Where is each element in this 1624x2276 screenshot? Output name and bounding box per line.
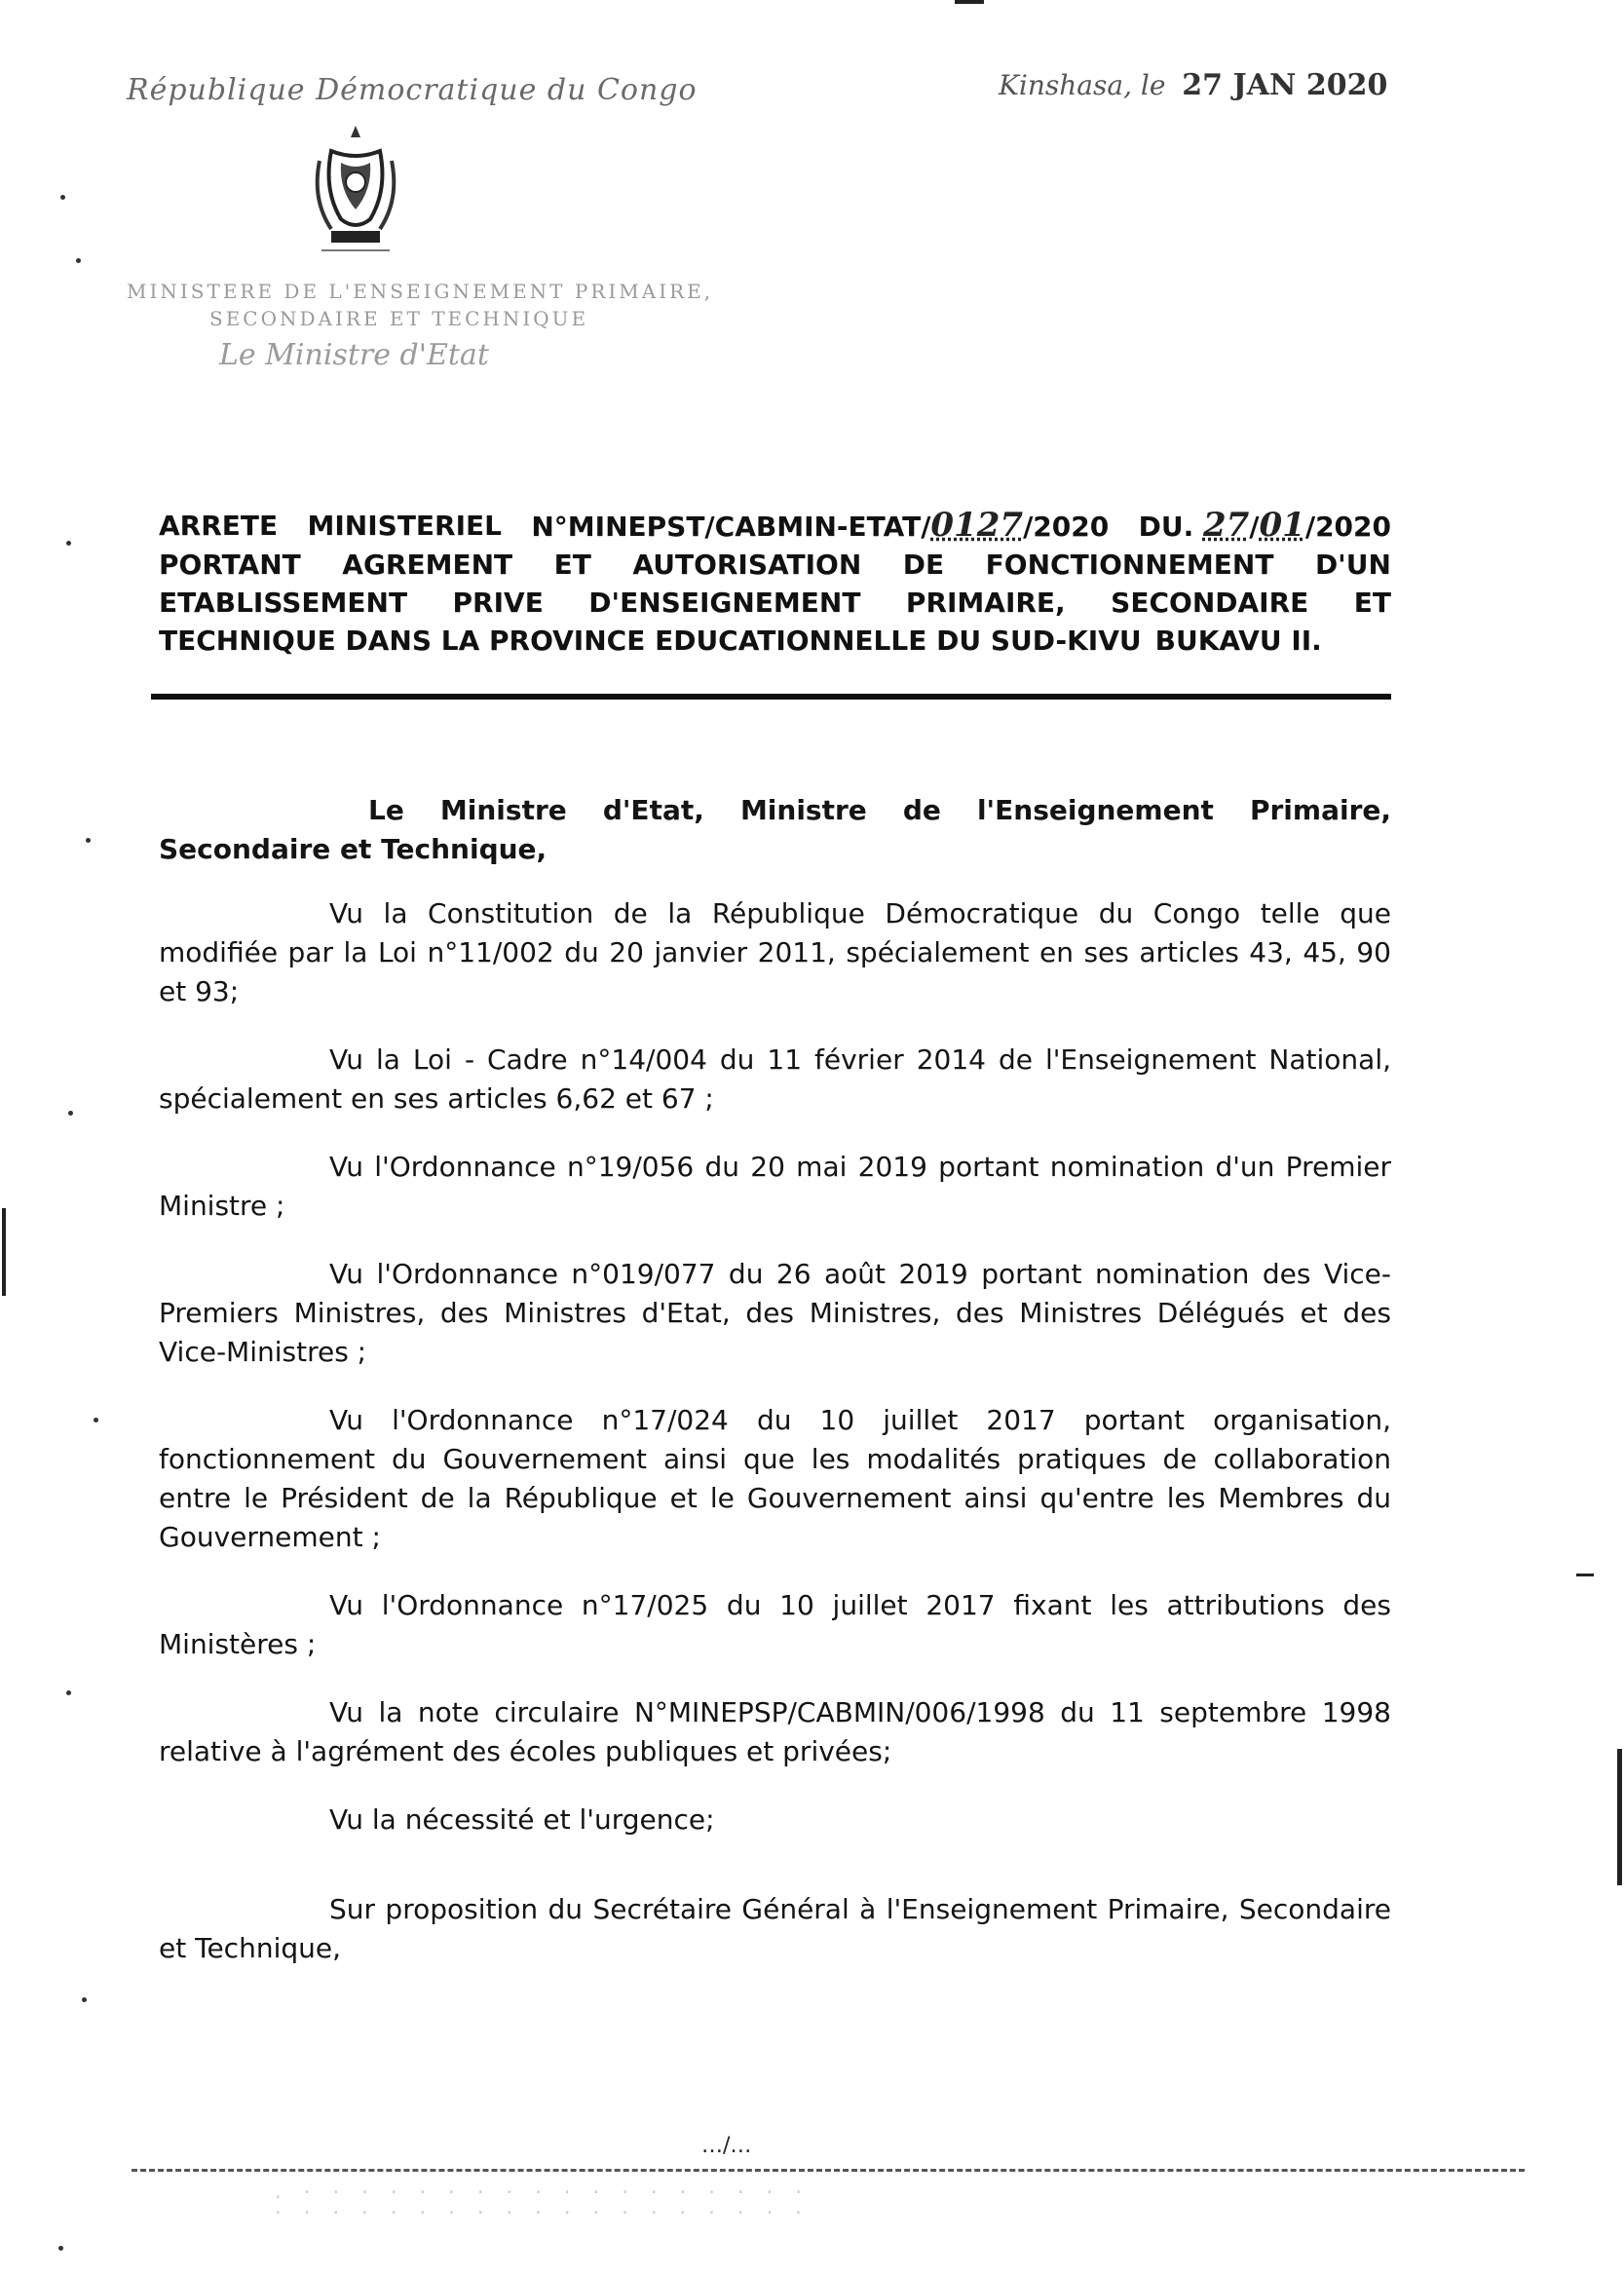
title-word: D'UN bbox=[1314, 549, 1391, 581]
title-word: AGREMENT bbox=[342, 549, 513, 581]
decree-reference: N°MINEPST/CABMIN-ETAT/0127/2020 bbox=[531, 506, 1110, 545]
faded-footer-text: . · · · · · · · · · · · · · · · · · · · · · · · · · · · · · · · · · · · · · bbox=[273, 2182, 808, 2223]
place-date-prefix: Kinshasa, le bbox=[999, 69, 1166, 101]
ministry-name-line-2: SECONDAIRE ET TECHNIQUE bbox=[209, 307, 589, 330]
scan-artifact bbox=[66, 1690, 71, 1695]
decree-date: DU. 27/01/2020 bbox=[1138, 506, 1391, 545]
footer-divider bbox=[132, 2169, 1525, 2172]
date-stamp: 27 JAN 2020 bbox=[1182, 68, 1388, 102]
scan-artifact bbox=[955, 0, 984, 4]
title-word: ET bbox=[553, 549, 591, 581]
title-word: FONCTIONNEMENT bbox=[985, 549, 1274, 581]
considerant-paragraph: Vu l'Ordonnance n°19/056 du 20 mai 2019 portant nomination d'un Premier Ministre ; bbox=[159, 1151, 1391, 1222]
title-divider bbox=[151, 694, 1391, 700]
considerant-paragraph: Vu la Loi - Cadre n°14/004 du 11 février 2014 de l'Enseignement National, spécialement en ses articles 6,62 et 67 ; bbox=[159, 1043, 1391, 1115]
title-text: TECHNIQUE DANS LA PROVINCE EDUCATIONNELLE DU SUD-KIVU bbox=[159, 625, 1142, 657]
place-date bbox=[999, 68, 1387, 102]
considerant-paragraph: Vu la Constitution de la République Démocratique du Congo telle que modifiée par la Loi n°11/002 du 20 janvier 2011, spécialement en ses articles 43, 45, 90 et 93; bbox=[159, 897, 1391, 1007]
title-word: ET bbox=[1353, 587, 1391, 619]
scan-artifact bbox=[68, 1111, 73, 1116]
letterhead bbox=[127, 54, 714, 385]
ministry-name-line-1: MINISTERE DE L'ENSEIGNEMENT PRIMAIRE, bbox=[127, 280, 714, 303]
title-word: AUTORISATION bbox=[632, 549, 862, 581]
handwritten-day: 27 bbox=[1202, 506, 1250, 545]
scan-artifact bbox=[58, 2246, 63, 2251]
considerant-paragraph: Vu la note circulaire N°MINEPSP/CABMIN/006/1998 du 11 septembre 1998 relative à l'agrément des écoles publiques et privées; bbox=[159, 1696, 1391, 1767]
title-word: PRIMAIRE, bbox=[905, 587, 1066, 619]
republic-line: République Démocratique du Congo bbox=[127, 73, 698, 107]
title-line-2 bbox=[159, 546, 1391, 584]
considerant-paragraph: Vu l'Ordonnance n°019/077 du 26 août 2019 portant nomination des Vice-Premiers Ministres, des Ministres d'Etat, des Ministres, des Ministres Délégués et des Vice-Ministres ; bbox=[159, 1258, 1391, 1368]
title-line-3 bbox=[159, 584, 1391, 622]
title-word: PRIVE bbox=[452, 587, 544, 619]
title-word: D'ENSEIGNEMENT bbox=[588, 587, 861, 619]
title-word: ETABLISSEMENT bbox=[159, 587, 408, 619]
minister-heading: Le Ministre d'Etat, Ministre de l'Enseignement Primaire, Secondaire et Technique, bbox=[159, 794, 1391, 865]
decree-body bbox=[159, 791, 1391, 1997]
handwritten-month: 01 bbox=[1259, 506, 1305, 545]
title-text-end: BUKAVU II. bbox=[1154, 625, 1322, 657]
considerant-paragraph: Vu la nécessité et l'urgence; bbox=[329, 1803, 715, 1836]
title-line-4 bbox=[159, 622, 1391, 660]
scan-artifact bbox=[66, 541, 71, 546]
coat-of-arms-emblem bbox=[302, 122, 409, 268]
title-word: ARRETE bbox=[159, 510, 279, 542]
minister-line: Le Ministre d'Etat bbox=[219, 338, 489, 372]
title-line-1 bbox=[159, 507, 1391, 546]
scan-artifact bbox=[94, 1418, 98, 1422]
scan-artifact bbox=[2, 1208, 6, 1296]
scan-artifact bbox=[60, 195, 65, 200]
scan-artifact bbox=[82, 1997, 87, 2002]
considerant-paragraph: Vu l'Ordonnance n°17/024 du 10 juillet 2017 portant organisation, fonctionnement du Gouvernement ainsi que les modalités pratiques de collaboration entre le Président de la République et le Gouvernement ainsi qu'entre les Membres du Gouvernement ; bbox=[159, 1404, 1391, 1553]
scan-artifact bbox=[76, 258, 81, 263]
proposal-paragraph: Sur proposition du Secrétaire Général à l'Enseignement Primaire, Secondaire et Technique, bbox=[159, 1893, 1391, 1964]
considerant-paragraph: Vu l'Ordonnance n°17/025 du 10 juillet 2017 fixant les attributions des Ministères ; bbox=[159, 1589, 1391, 1660]
title-word: DE bbox=[902, 549, 945, 581]
decree-title bbox=[159, 507, 1391, 660]
scan-artifact bbox=[1576, 1574, 1594, 1576]
scan-artifact bbox=[86, 838, 91, 843]
handwritten-decree-number: 0127 bbox=[930, 506, 1024, 545]
page-continuation-mark: …/… bbox=[701, 2134, 752, 2158]
title-word: MINISTERIEL bbox=[307, 510, 502, 542]
title-word: SECONDAIRE bbox=[1111, 587, 1309, 619]
title-word: PORTANT bbox=[159, 549, 301, 581]
scan-artifact bbox=[1617, 1749, 1622, 1885]
